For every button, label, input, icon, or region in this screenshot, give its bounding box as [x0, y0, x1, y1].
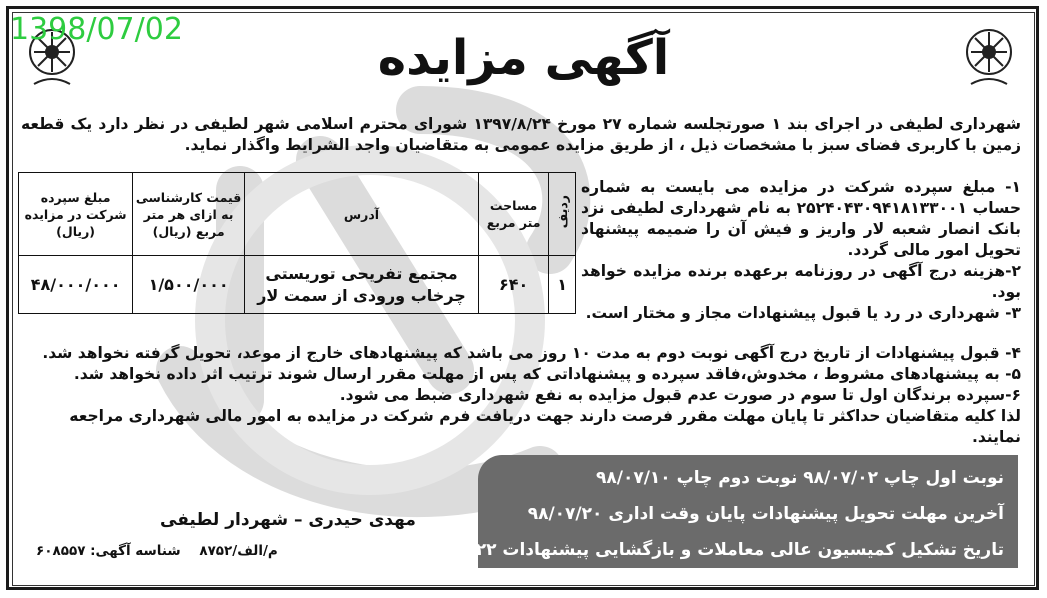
- header-area: مساحت متر مربع: [479, 173, 549, 256]
- cell-address: مجتمع تفریحی توریستی چرخاب ورودی از سمت لار: [245, 256, 479, 314]
- clause-1: ۱- مبلغ سپرده شرکت در مزایده می بایست به شماره حساب ۲۵۲۴۰۴۳۰۹۴۱۸۱۳۳۰۰۱ به نام شهرداری لطیفی نزد بانک انصار شعبه لار واریز و فیش آن را ضمیمه پیشنهاد تحویل امور مالی گردد.: [581, 178, 1021, 259]
- header-deposit: مبلغ سپرده شرکت در مزایده (ریال): [19, 173, 133, 256]
- intro-paragraph: شهرداری لطیفی در اجرای بند ۱ صورتجلسه شماره ۲۷ مورخ ۱۳۹۷/۸/۲۴ شورای محترم اسلامی شهر لطیفی در نظر دارد یک قطعه زمین با کاربری فضای سبز با مشخصات ذیل ، از طریق مزایده عمومی به متقاضیان واجد الشرایط واگذار نماید.: [21, 115, 1022, 154]
- table-row: [19, 256, 576, 314]
- page-title: آگهی مزایده: [377, 30, 670, 86]
- clause-2: ۲-هزینه درج آگهی در روزنامه برعهده برنده مزایده خواهد بود.: [581, 262, 1021, 301]
- signer: مهدی حیدری – شهردار لطیفی: [160, 510, 416, 530]
- cell-row-number: ۱: [549, 256, 576, 314]
- clauses-full: [21, 343, 1021, 448]
- commission-date: تاریخ تشکیل کمیسیون عالی معاملات و بازگشایی پیشنهادات ۹۸/۰۷/۲۲: [421, 540, 1004, 560]
- clause-5: ۵- به پیشنهادهای مشروط ، مخدوش،فاقد سپرده و پیشنهاداتی که پس از مهلت مقرر ارسال شوند ترتیب اثر داده نخواهد شد.: [73, 365, 1021, 383]
- submission-deadline: آخرین مهلت تحویل پیشنهادات پایان وقت اداری ۹۸/۰۷/۲۰: [527, 504, 1004, 524]
- cell-deposit: ۴۸/۰۰۰/۰۰۰: [19, 256, 133, 314]
- closing-note: لذا کلیه متقاضیان حداکثر تا پایان مهلت مقرر فرصت دارند جهت دریافت فرم شرکت در مزایده به امور مالی شهرداری مراجعه نمایند.: [69, 407, 1021, 446]
- date-stamp: 1398/07/02: [10, 12, 183, 47]
- header-address: آدرس: [245, 173, 479, 256]
- clauses-side: [581, 177, 1021, 324]
- header-row-number: ردیف: [549, 173, 576, 256]
- cell-price: ۱/۵۰۰/۰۰۰: [133, 256, 245, 314]
- clause-3: ۳- شهرداری در رد یا قبول پیشنهادات مجاز و مختار است.: [585, 304, 1021, 322]
- clause-6: ۶-سپرده برندگان اول تا سوم در صورت عدم قبول مزایده به نفع شهرداری ضبط می شود.: [339, 386, 1021, 404]
- ad-id: شناسه آگهی: ۶۰۸۵۵۷: [36, 543, 181, 559]
- table-header-row: [19, 173, 576, 256]
- reference-code: م/الف/۸۷۵۲: [199, 543, 278, 559]
- clause-4: ۴- قبول پیشنهادات از تاریخ درج آگهی نوبت دوم به مدت ۱۰ روز می باشد که پیشنهادهای خارج از موعد، تحویل گرفته نخواهد شد.: [42, 344, 1021, 362]
- auction-table: [18, 172, 576, 314]
- header-price: قیمت کارشناسی به ازای هر متر مربع (ریال): [133, 173, 245, 256]
- print-dates: نوبت اول چاپ ۹۸/۰۷/۰۲ نوبت دوم چاپ ۹۸/۰۷/۱۰: [596, 468, 1004, 488]
- cell-area: ۶۴۰: [479, 256, 549, 314]
- schedule-box: [421, 455, 1018, 568]
- reference-line: [22, 543, 278, 559]
